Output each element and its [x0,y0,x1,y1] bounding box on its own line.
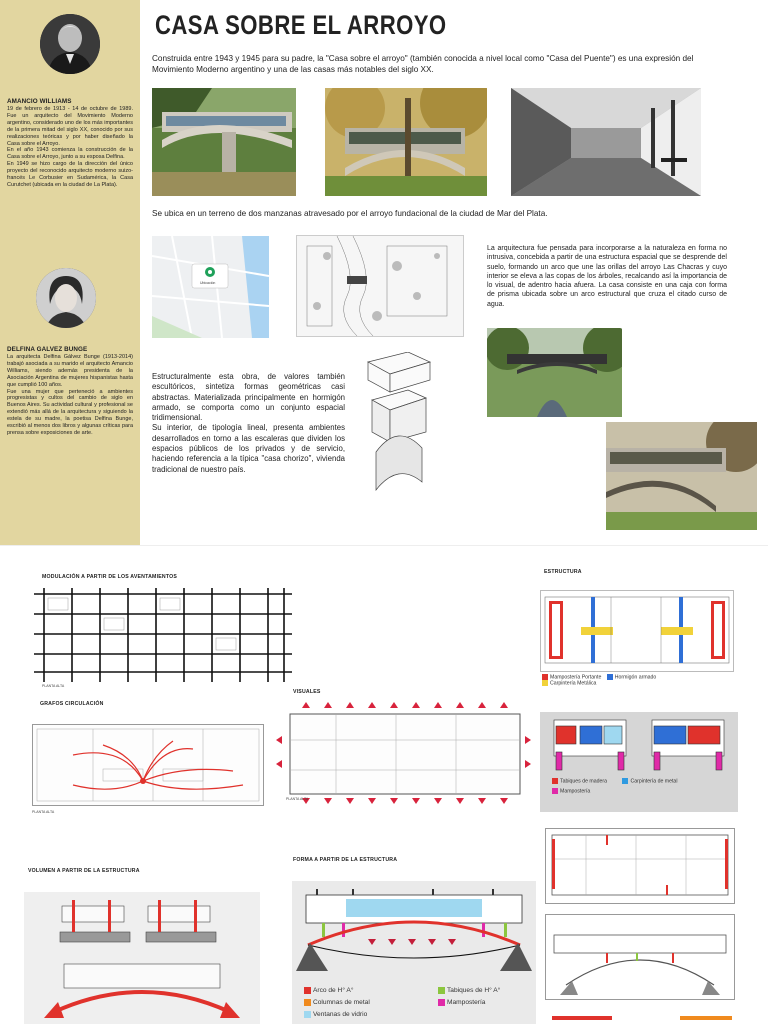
architect1-name: AMANCIO WILLIAMS [7,98,72,105]
delfina-galvez-portrait [36,268,96,328]
bottom-strip-red [552,1016,612,1020]
amancio-williams-portrait [40,14,100,74]
legend-arco: Arco de H° A° [313,987,354,994]
legend-mamposteria-1: Mampostería [560,788,591,795]
architect2-name: DELFINA GALVEZ BUNGE [7,346,88,353]
structure-plan-drawing [540,590,734,672]
exterior-photo-2 [325,88,487,196]
bottom-strip-orange [680,1016,732,1020]
legend-columnas: Columnas de metal [313,999,370,1006]
bridge-photo-1 [487,328,622,417]
exterior-photo-1 [152,88,296,196]
form-structure-drawing [292,881,536,1024]
legend-tabiques-madera: Tabiques de madera [560,778,608,785]
forma-label: FORMA A PARTIR DE LA ESTRUCTURA [293,857,398,863]
legend-carpinteria-metalica: Carpintería Metálica [550,680,597,687]
legend-ventanas: Ventanas de vidrio [313,1011,368,1018]
modulation-grid-drawing [34,588,292,682]
planta-alta-label-2: PLANTA ALTA [32,810,55,814]
architect1-bio: 19 de febrero de 1913 - 14 de octubre de 1989. Fue un arquitecto del Movimiento Moderno argentino, considerado uno de los más importantes de la primera mitad del siglo XX, conocido por sus realizaciones teóricas y por haber diseñado la Casa sobre el Arroyo. En el año 1943 comienza la construcción de la Casa sobre el Arroyo, junto a su esposa Delfina. En 1949 se hizo cargo de la dirección del único proyecto del reconocido arquitecto moderno suizo-francés Le Corbusier en Sudamérica, la Casa Curutchet (ubicada en la ciudad de La Plata). [7,106,133,188]
bridge-photo-2 [606,422,757,530]
intro-text: Construida entre 1943 y 1945 para su padre, la "Casa sobre el arroyo" (también conocida a nivel local como "Casa del Puente") es una expresión del Movimiento Moderno argentino y una de las casas más notables del siglo XX. [152,54,694,74]
volumen-label: VOLUMEN A PARTIR DE LA ESTRUCTURA [28,868,140,874]
volume-sketch-drawing [24,892,260,1024]
estructura-label: ESTRUCTURA [544,569,582,575]
grafos-label: GRAFOS CIRCULACIÓN [40,701,104,707]
isometric-drawing [358,352,440,497]
legend-mamposteria-2: Mampostería [447,999,486,1006]
location-map[interactable] [152,236,269,338]
map-pin-label: Ubicación [200,281,216,285]
location-text: Se ubica en un terreno de dos manzanas atravesado por el arroyo fundacional de la ciudad de Mar del Plata. [152,209,548,218]
estructura-legend [542,674,734,687]
page-title: CASA SOBRE EL ARROYO [155,10,447,40]
planta-alta-label-3: PLANTA ALTA [286,797,309,801]
floor-plan-drawing [545,828,735,904]
material-sections-drawing [540,712,738,812]
architect2-bio: La arquitecta Delfina Gálvez Bunge (1913-2014) trabajó asociada a su marido el arquitecto Amancio Williams, siendo además presidenta de la Asociación Argentina de mujeres hispanistas hasta que cumplió 100 años. Fue una mujer que perteneció a ambientes progresistas y cultos del cambio de siglo en Buenos Aires. Su actividad cultural y profesional se extendió más allá de la arquitectura y siguiendo la estela de su madre, la poetisa Delfina Bunge, escribió al menos dos libros y algunas críticas para prensa sobre exposiciones de arte. [7,354,133,436]
interior-photo [511,88,701,196]
section-elevation-drawing [545,914,735,1000]
legend-tabiques-ha: Tabiques de H° A° [447,987,501,994]
legend-carpinteria-metal: Carpintería de metal [630,778,678,785]
legend-hormigon: Hormigón armado [614,674,657,681]
visuales-label: VISUALES [293,689,321,695]
section-divider [0,545,768,546]
site-plan-drawing [296,235,464,337]
structure-text: Estructuralmente esta obra, de valores también escultóricos, sintetiza formas geométricas casi abstractas. Materializada principalmente en hormigón armado, se comporta como un conjunto espacial tridimensional. Su interior, de tipología lineal, presenta ambientes desarrollados en torno a las escaleras que dividen los espacios públicos de los privados y de servicio, haciendo referencia a la típica "casa chorizo", vivienda tradicional de nuestro país. [152,372,345,474]
legend-mamposteria-portante: Mampostería Portante [550,674,602,681]
circulation-graph-drawing [32,724,264,806]
planta-alta-label-1: PLANTA ALTA [42,684,65,688]
modulacion-label: MODULACIÓN A PARTIR DE LOS AVENTAMIENTOS [42,574,177,580]
visuals-drawing [276,700,531,810]
nature-text: La arquitectura fue pensada para incorporarse a la naturaleza en forma no intrusiva, concebida a partir de una estructura espacial que se desprende del suelo, formando un arco que une las orillas del arroyo Las Chacras y cuyo interior se eleva a las copas de los árboles, recalcando así la importancia de lo visual, de adentro hacia afuera. La casa consiste en una caja con forma de prisma ubicada sobre un arco estructural que cruza el citado curso de agua. [487,245,727,308]
